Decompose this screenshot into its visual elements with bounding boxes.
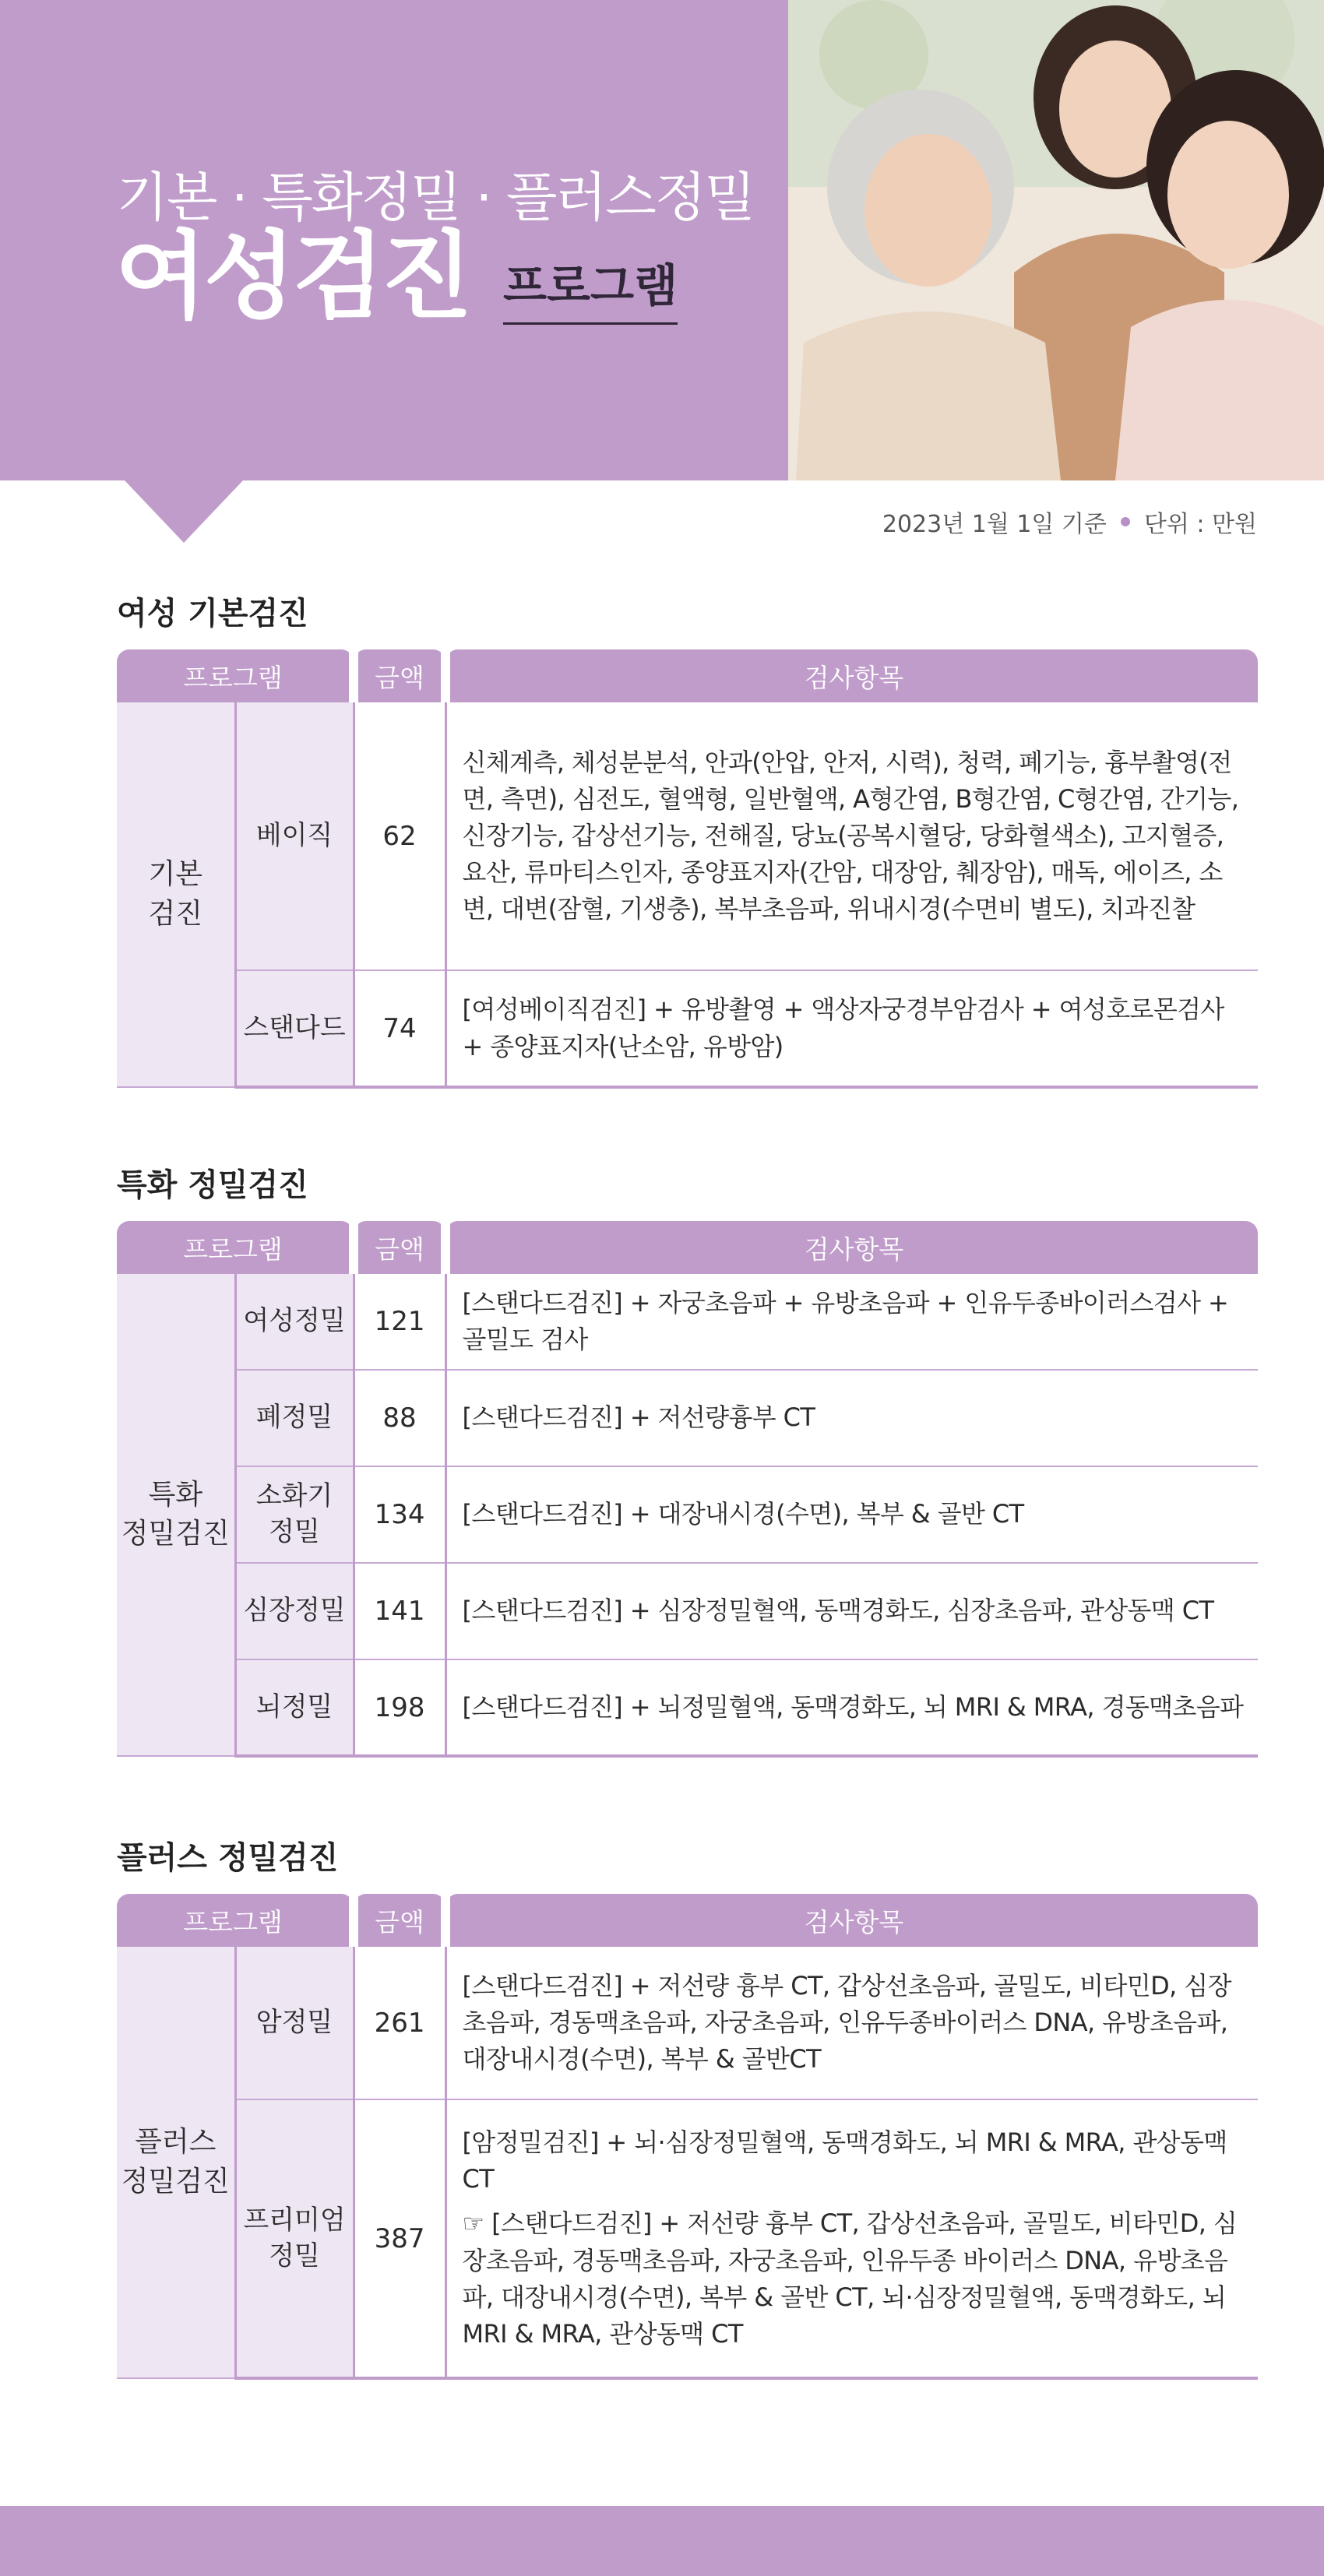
header-subtitle: 기본 · 특화정밀 · 플러스정밀 [117,167,755,229]
section-title: 여성 기본검진 [117,596,308,632]
col-header-program: 프로그램 [117,1894,354,1947]
program-items: [스탠다드검진] + 뇌정밀혈액, 동맥경화도, 뇌 MRI & MRA, 경동맥초음파 [445,1659,1258,1756]
program-name: 암정밀 [235,1947,354,2099]
col-header-program: 프로그램 [117,1221,354,1274]
table-header-row [117,1221,1258,1274]
program-items: [스탠다드검진] + 자궁초음파 + 유방초음파 + 인유두종바이러스검사 + 골밀도 검사 [445,1274,1258,1370]
program-name: 소화기 정밀 [235,1466,354,1563]
program-price: 141 [354,1563,445,1659]
women-photo-illustration [788,0,1324,480]
col-header-items: 검사항목 [445,1894,1258,1947]
program-name: 뇌정밀 [235,1659,354,1756]
standard-date: 2023년 1월 1일 기준 [882,511,1107,538]
col-header-price: 금액 [354,649,445,702]
table-row [117,1947,1258,2099]
bullet-dot-icon [1121,517,1130,526]
special-table [117,1221,1258,1758]
footer-bar [0,2506,1324,2576]
col-header-price: 금액 [354,1894,445,1947]
program-items: [스탠다드검진] + 저선량흉부 CT [445,1370,1258,1466]
table-row [117,1466,1258,1563]
program-items-main: [암정밀검진] + 뇌·심장정밀혈액, 동맥경화도, 뇌 MRI & MRA, 관상동맥 CT [462,2127,1227,2194]
section-plus [117,1839,1258,2380]
table-row [117,702,1258,970]
program-items: [스탠다드검진] + 저선량 흉부 CT, 갑상선초음파, 골밀도, 비타민D, 심장초음파, 경동맥초음파, 자궁초음파, 인유두종바이러스 DNA, 유방초음파, 대장내시경(수면), 복부 & 골반CT [445,1947,1258,2099]
program-price: 88 [354,1370,445,1466]
program-items [445,2099,1258,2378]
program-name: 여성정밀 [235,1274,354,1370]
program-price: 134 [354,1466,445,1563]
unit-label: 단위 : 만원 [1143,511,1257,538]
table-row [117,1274,1258,1370]
section-title: 플러스 정밀검진 [117,1840,339,1876]
program-items: [스탠다드검진] + 심장정밀혈액, 동맥경화도, 심장초음파, 관상동맥 CT [445,1563,1258,1659]
table-row [117,1563,1258,1659]
program-name: 프리미엄 정밀 [235,2099,354,2378]
program-items-note: ☞ [스탠다드검진] + 저선량 흉부 CT, 갑상선초음파, 골밀도, 비타민D, 심장초음파, 경동맥초음파, 자궁초음파, 인유두종 바이러스 DNA, 유방초음파, 대장내시경(수면), 복부 & 골반 CT, 뇌·심장정밀혈액, 동맥경화도, 뇌 MRI & MRA, 관상동맥 CT [462,2208,1238,2349]
program-name: 스탠다드 [235,970,354,1087]
hero-photo [788,0,1324,480]
header-banner [0,0,1324,480]
table-header-row [117,649,1258,702]
program-name: 심장정밀 [235,1563,354,1659]
program-price: 74 [354,970,445,1087]
program-items: 신체계측, 체성분분석, 안과(안압, 안저, 시력), 청력, 폐기능, 흉부촬영(전면, 측면), 심전도, 혈액형, 일반혈액, A형간염, B형간염, C형간염, 간기능, 신장기능, 갑상선기능, 전해질, 당뇨(공복시혈당, 당화혈색소), 고지혈증, 요산, 류마티스인자, 종양표지자(간암, 대장암, 췌장암), 매독, 에이즈, 소변, 대변(잠혈, 기생충), 복부초음파, 위내시경(수면비 별도), 치과진찰 [445,702,1258,970]
program-price: 261 [354,1947,445,2099]
table-row [117,970,1258,1087]
table-header-row [117,1894,1258,1947]
plus-table [117,1894,1258,2380]
page-title: 여성검진 [115,221,470,332]
basic-table [117,649,1258,1089]
program-name: 폐정밀 [235,1370,354,1466]
program-items: [여성베이직검진] + 유방촬영 + 액상자궁경부암검사 + 여성호로몬검사 + 종양표지자(난소암, 유방암) [445,970,1258,1087]
col-header-program: 프로그램 [117,649,354,702]
group-label: 플러스 정밀검진 [117,1947,235,2378]
col-header-items: 검사항목 [445,649,1258,702]
section-basic [117,595,1258,1089]
program-price: 62 [354,702,445,970]
table-row [117,1370,1258,1466]
program-price: 387 [354,2099,445,2378]
group-label: 기본 검진 [117,702,235,1087]
page-title-suffix: 프로그램 [503,249,678,325]
col-header-price: 금액 [354,1221,445,1274]
section-special [117,1167,1258,1758]
header-pointer-arrow [125,480,243,543]
program-price: 198 [354,1659,445,1756]
program-price: 121 [354,1274,445,1370]
table-row [117,2099,1258,2378]
meta-info [882,505,1257,539]
col-header-items: 검사항목 [445,1221,1258,1274]
program-name: 베이직 [235,702,354,970]
section-title: 특화 정밀검진 [117,1167,308,1203]
group-label: 특화 정밀검진 [117,1274,235,1756]
table-row [117,1659,1258,1756]
program-items: [스탠다드검진] + 대장내시경(수면), 복부 & 골반 CT [445,1466,1258,1563]
